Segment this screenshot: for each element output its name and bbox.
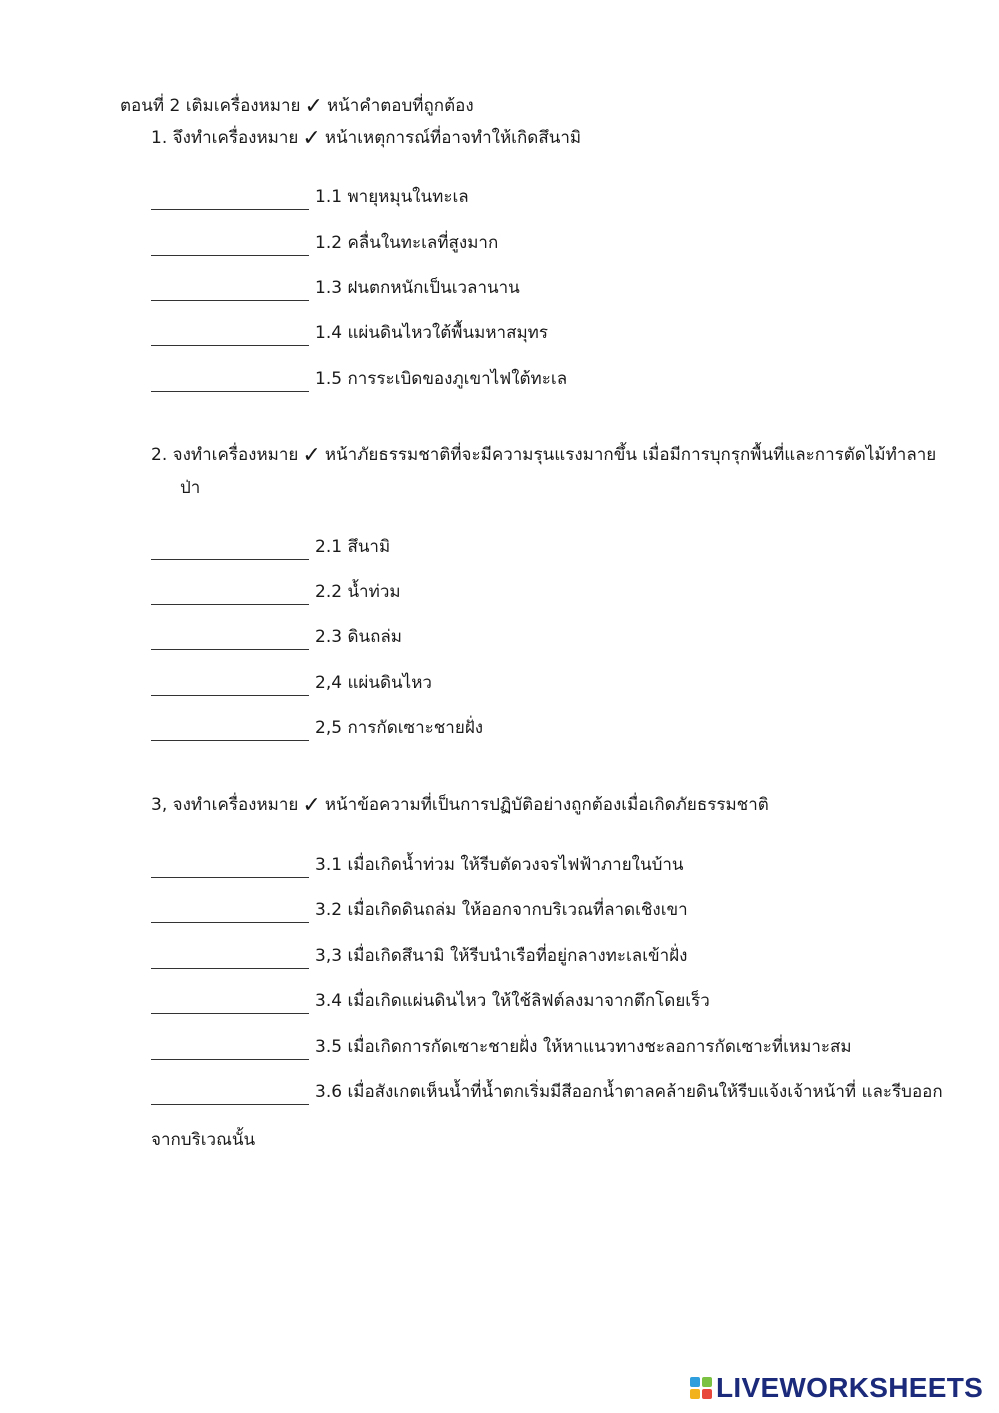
answer-blank[interactable] (151, 1038, 309, 1060)
answer-blank[interactable] (151, 901, 309, 923)
checkmark-icon: ✓ (304, 94, 323, 119)
section-title-after: หน้าคำตอบที่ถูกต้อง (326, 96, 474, 116)
checkmark-icon: ✓ (302, 793, 321, 818)
q3-item-label: 3.5 เมื่อเกิดการกัดเซาะชายฝั่ง ให้หาแนวทางชะลอการกัดเซาะที่เหมาะสม (315, 1037, 852, 1057)
logo-square (702, 1389, 712, 1399)
q2-instruction-wrap: ป่า (180, 478, 201, 498)
q3-item-label: 3,3 เมื่อเกิดสึนามิ ให้รีบนำเรือที่อยู่กลางทะเลเข้าฝั่ง (315, 946, 688, 966)
q1-instruction-before: 1. จึงทำเครื่องหมาย (151, 128, 299, 148)
q2-item-label: 2.1 สึนามิ (315, 537, 391, 557)
q2-item-5 (151, 715, 483, 741)
q2-instruction (151, 441, 936, 468)
q1-item-label: 1.1 พายุหมุนในทะเล (315, 187, 469, 207)
q3-item-label: 3.1 เมื่อเกิดน้ำท่วม ให้รีบตัดวงจรไฟฟ้าภายในบ้าน (315, 855, 684, 875)
q1-item-1 (151, 184, 469, 210)
answer-blank[interactable] (151, 234, 309, 256)
q1-instruction (151, 124, 581, 151)
answer-blank[interactable] (151, 370, 309, 392)
liveworksheets-logo-icon (690, 1377, 712, 1399)
answer-blank[interactable] (151, 856, 309, 878)
q1-item-label: 1.4 แผ่นดินไหวใต้พื้นมหาสมุทร (315, 323, 548, 343)
logo-square (702, 1377, 712, 1387)
answer-blank[interactable] (151, 324, 309, 346)
q3-item-1 (151, 852, 684, 878)
q2-instruction-after: หน้าภัยธรรมชาติที่จะมีความรุนแรงมากขึ้น เมื่อมีการบุกรุกพื้นที่และการตัดไม้ทำลาย (324, 445, 937, 465)
answer-blank[interactable] (151, 992, 309, 1014)
q2-item-label: 2,5 การกัดเซาะชายฝั่ง (315, 718, 484, 738)
checkmark-icon: ✓ (302, 126, 321, 151)
answer-blank[interactable] (151, 674, 309, 696)
answer-blank[interactable] (151, 628, 309, 650)
q3-item-label: 3.2 เมื่อเกิดดินถล่ม ให้ออกจากบริเวณที่ลาดเชิงเขา (315, 900, 688, 920)
answer-blank[interactable] (151, 583, 309, 605)
answer-blank[interactable] (151, 719, 309, 741)
q3-item-3 (151, 943, 687, 969)
q1-item-3 (151, 275, 520, 301)
logo-square (690, 1389, 700, 1399)
logo-square (690, 1377, 700, 1387)
q2-item-label: 2.3 ดินถล่ม (315, 627, 403, 647)
q1-item-label: 1.2 คลื่นในทะเลที่สูงมาก (315, 233, 499, 253)
answer-blank[interactable] (151, 1083, 309, 1105)
q1-item-4 (151, 320, 548, 346)
q3-item-label: 3.6 เมื่อสังเกตเห็นน้ำที่น้ำตกเริ่มมีสีออกน้ำตาลคล้ายดินให้รีบแจ้งเจ้าหน้าที่ และรีบออก (315, 1082, 943, 1102)
answer-blank[interactable] (151, 188, 309, 210)
liveworksheets-logo[interactable] (690, 1372, 983, 1404)
q1-item-label: 1.3 ฝนตกหนักเป็นเวลานาน (315, 278, 520, 298)
q3-item-2 (151, 897, 688, 923)
q3-instruction (151, 791, 769, 818)
q3-instruction-before: 3, จงทำเครื่องหมาย (151, 795, 299, 815)
checkmark-icon: ✓ (302, 443, 321, 468)
q3-item-6-wrap: จากบริเวณนั้น (151, 1130, 256, 1150)
q3-instruction-after: หน้าข้อความที่เป็นการปฏิบัติอย่างถูกต้องเมื่อเกิดภัยธรรมชาติ (324, 795, 769, 815)
q2-item-1 (151, 534, 390, 560)
q1-instruction-after: หน้าเหตุการณ์ที่อาจทำให้เกิดสึนามิ (324, 128, 582, 148)
q3-item-4 (151, 988, 710, 1014)
q2-instruction-before: 2. จงทำเครื่องหมาย (151, 445, 299, 465)
q2-item-2 (151, 579, 401, 605)
q1-item-5 (151, 366, 567, 392)
q1-item-2 (151, 230, 498, 256)
q2-item-3 (151, 624, 402, 650)
answer-blank[interactable] (151, 538, 309, 560)
q2-item-label: 2,4 แผ่นดินไหว (315, 673, 432, 693)
section-title (120, 92, 474, 119)
answer-blank[interactable] (151, 947, 309, 969)
q2-item-4 (151, 670, 432, 696)
liveworksheets-logo-text: LIVEWORKSHEETS (716, 1372, 984, 1403)
section-title-before: ตอนที่ 2 เติมเครื่องหมาย (120, 96, 301, 116)
q3-item-6 (151, 1079, 943, 1105)
q1-item-label: 1.5 การระเบิดของภูเขาไฟใต้ทะเล (315, 369, 568, 389)
answer-blank[interactable] (151, 279, 309, 301)
q2-item-label: 2.2 น้ำท่วม (315, 582, 401, 602)
q3-item-5 (151, 1034, 852, 1060)
q3-item-label: 3.4 เมื่อเกิดแผ่นดินไหว ให้ใช้ลิฟต์ลงมาจากตึกโดยเร็ว (315, 991, 710, 1011)
